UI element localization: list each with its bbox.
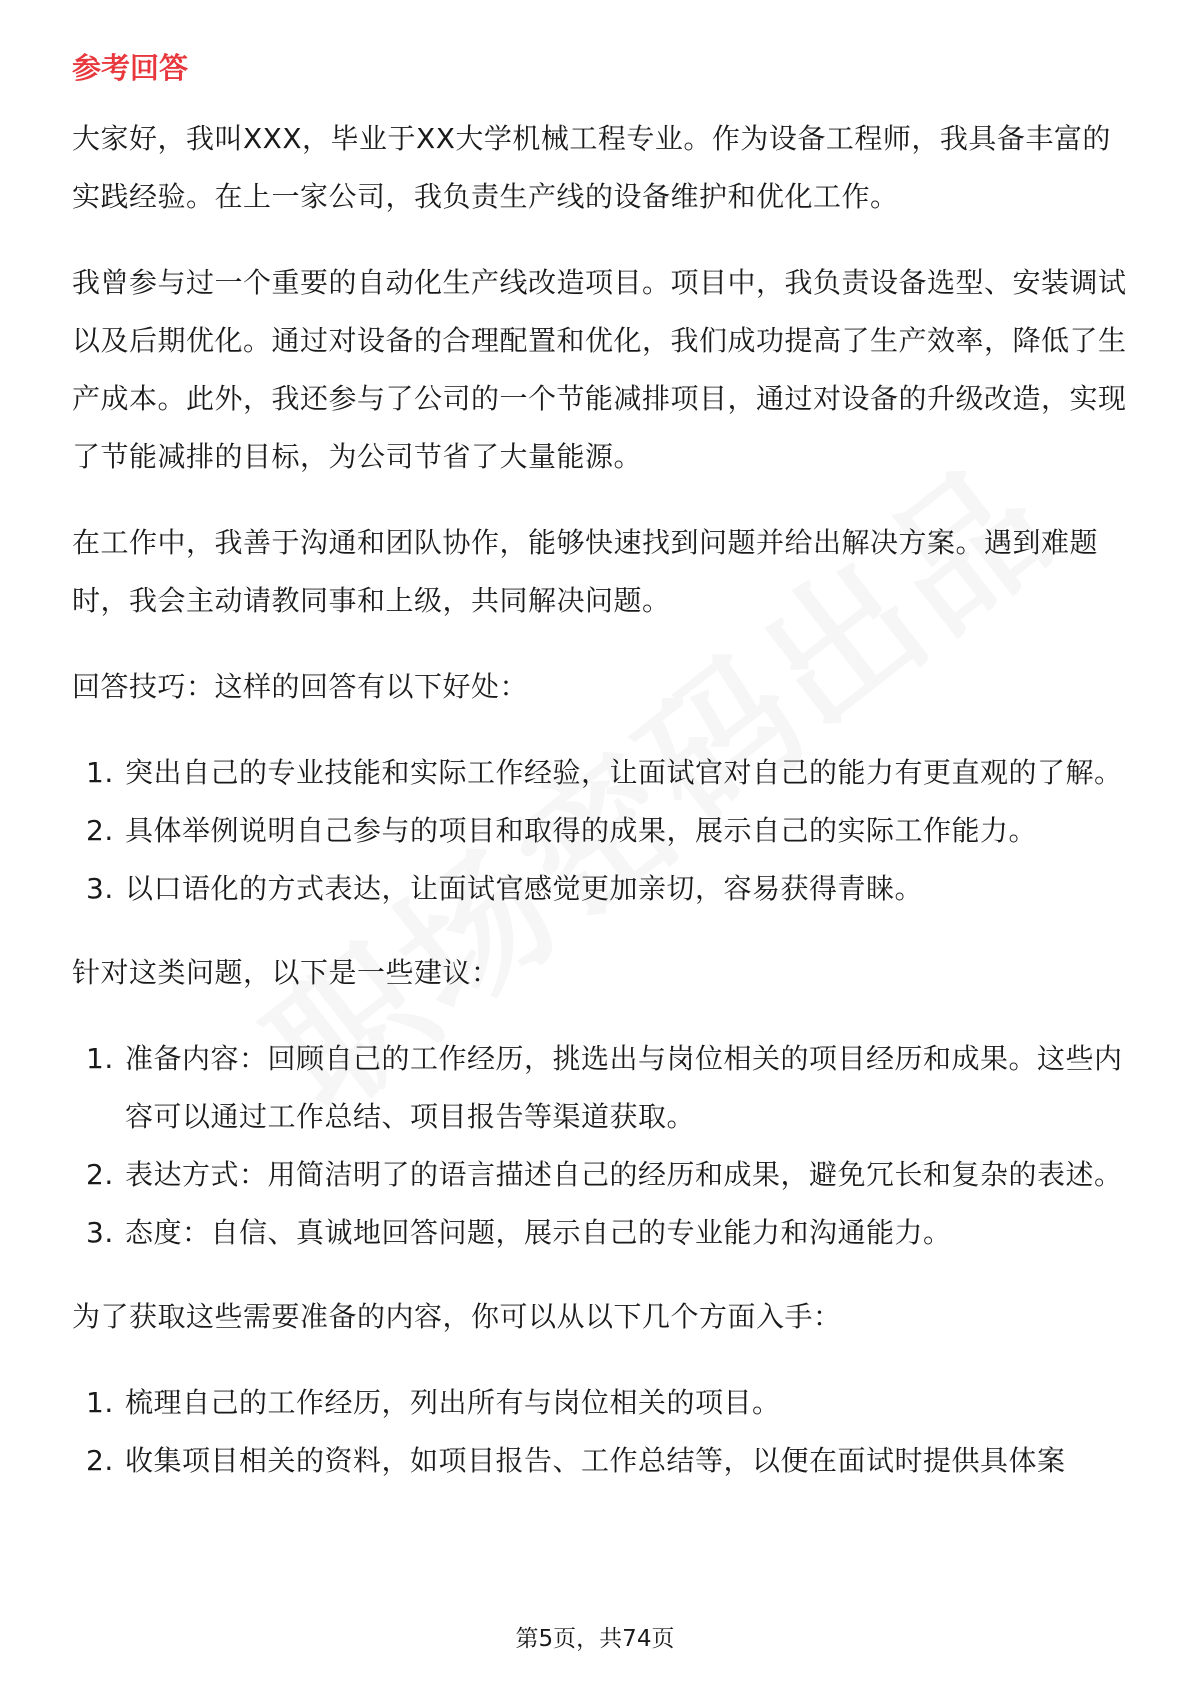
list-item [72,1030,1132,1146]
list-item-text: 收集项目相关的资料，如项目报告、工作总结等，以便在面试时提供具体案 [125,1444,1066,1477]
list-number: 2. [86,814,114,847]
list-number: 3. [86,1216,114,1249]
intro-paragraph: 我曾参与过一个重要的自动化生产线改造项目。项目中，我负责设备选型、安装调试以及后期优化。通过对设备的合理配置和优化，我们成功提高了生产效率，降低了生产成本。此外，我还参与了公司的一个节能减排项目，通过对设备的升级改造，实现了节能减排的目标，为公司节省了大量能源。 [72,266,1127,473]
tips-heading: 回答技巧：这样的回答有以下好处： [72,670,529,703]
list-item-text: 以口语化的方式表达，让面试官感觉更加亲切，容易获得青睐。 [125,872,924,905]
suggestions-list [72,1030,1132,1262]
list-item [72,1146,1132,1204]
tips-list [72,744,1132,918]
list-item [72,744,1132,802]
list-item-text: 突出自己的专业技能和实际工作经验，让面试官对自己的能力有更直观的了解。 [125,756,1123,789]
preparation-list [72,1374,1132,1490]
page-footer: 第5页，共74页 [515,1626,675,1652]
list-number: 1. [86,1386,114,1419]
list-item [72,860,1132,918]
list-item [72,1432,1132,1490]
preparation-heading: 为了获取这些需要准备的内容，你可以从以下几个方面入手： [72,1300,842,1333]
list-item-text: 梳理自己的工作经历，列出所有与岗位相关的项目。 [125,1386,781,1419]
intro-paragraph: 大家好，我叫XXX，毕业于XX大学机械工程专业。作为设备工程师，我具备丰富的实践经验。在上一家公司，我负责生产线的设备维护和优化工作。 [72,122,1111,213]
list-number: 1. [86,756,114,789]
list-number: 3. [86,872,114,905]
suggestions-heading: 针对这类问题，以下是一些建议： [72,956,500,989]
list-item [72,1204,1132,1262]
list-item-text: 态度：自信、真诚地回答问题，展示自己的专业能力和沟通能力。 [125,1216,952,1249]
list-number: 1. [86,1042,114,1075]
list-item-text: 具体举例说明自己参与的项目和取得的成果，展示自己的实际工作能力。 [125,814,1038,847]
list-item-text: 表达方式：用简洁明了的语言描述自己的经历和成果，避免冗长和复杂的表述。 [125,1158,1123,1191]
intro-paragraph: 在工作中，我善于沟通和团队协作，能够快速找到问题并给出解决方案。遇到难题时，我会主动请教同事和上级，共同解决问题。 [72,526,1099,617]
section-title: 参考回答 [72,51,189,85]
list-item [72,802,1132,860]
list-number: 2. [86,1158,114,1191]
document-body [72,48,1132,1516]
list-item-text: 准备内容：回顾自己的工作经历，挑选出与岗位相关的项目经历和成果。这些内容可以通过工作总结、项目报告等渠道获取。 [125,1042,1123,1133]
list-item [72,1374,1132,1432]
list-number: 2. [86,1444,114,1477]
